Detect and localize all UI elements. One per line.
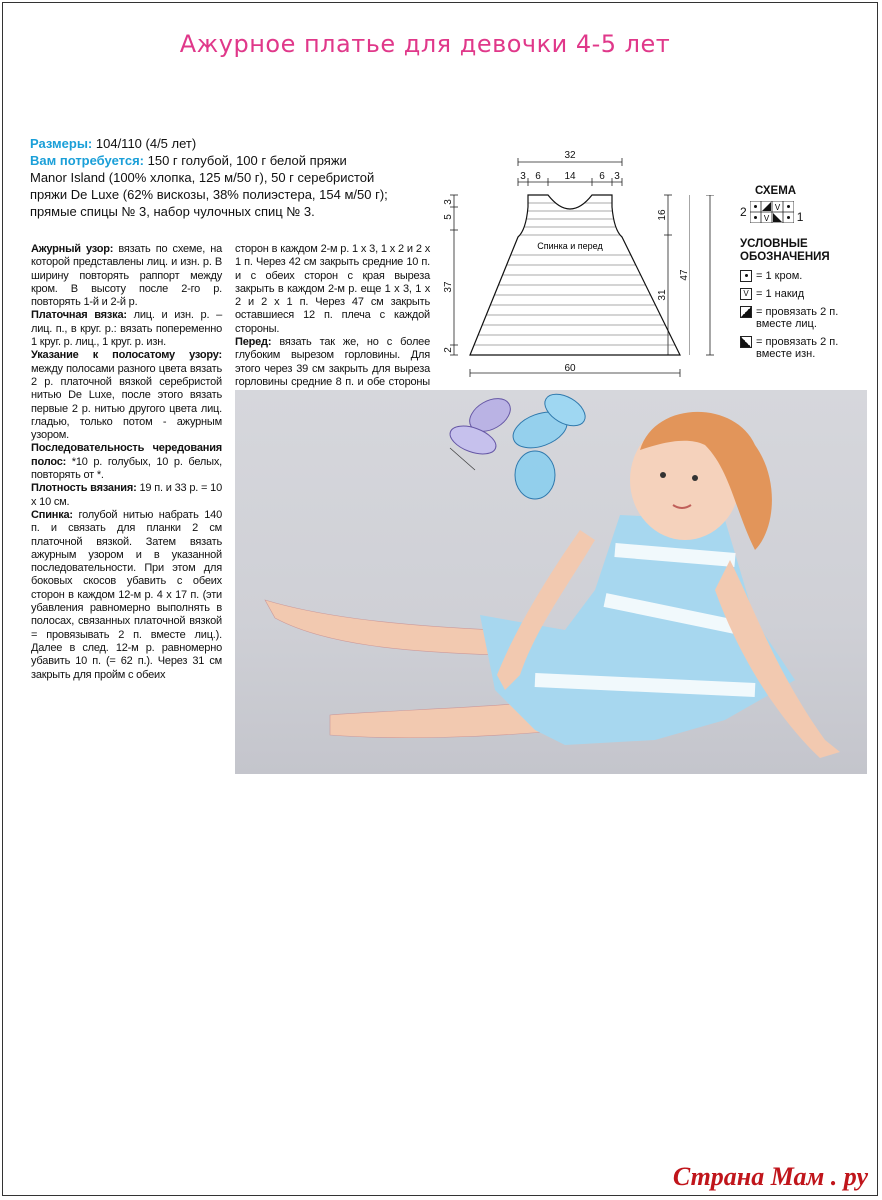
scheme-row-2: 2: [740, 205, 747, 219]
legend-text: = 1 накид: [756, 288, 805, 300]
legend-item-k2tog: [740, 306, 870, 330]
instruction-heading: Ажурный узор:: [31, 243, 114, 255]
symbols-title: УСЛОВНЫЕ ОБОЗНАЧЕНИЯ: [740, 238, 830, 263]
instruction-paragraph: [31, 509, 222, 682]
dim-right: 16: [657, 209, 668, 221]
purl-two-together-icon: [740, 336, 752, 348]
instruction-text: 19 п. и 33 р. = 10 x 10 см.: [31, 482, 222, 508]
dim-top-part: 14: [564, 171, 576, 182]
instruction-text: между полосами разного цвета вязать 2 р. платочной вязкой серебристой нитью De Luxe, после этого вязать первые 2 р. нитью другого цвета лиц. гладью, только потом - ажурным узором.: [31, 362, 222, 442]
materials-line: Manor Island (100% хлопка, 125 м/50 г), 50 г серебристой: [30, 170, 375, 185]
legend-text: = 1 кром.: [756, 270, 803, 282]
sizes-label: Размеры:: [30, 136, 93, 151]
svg-text:V: V: [774, 203, 780, 212]
legend-item-p2tog: [740, 336, 870, 360]
instruction-heading: Спинка:: [31, 508, 73, 521]
instruction-text: вязать так же, но с более глубоким вырезом горловины. Для этого через 39 см закрыть для выреза горловины средние 8 п. и обе стороны: [235, 336, 430, 388]
instruction-text: лиц. и изн. р. – лиц. п., в круг. р.: вязать попеременно 1 круг. р. лиц., 1 круг. р. изн.: [31, 309, 222, 349]
legend: [740, 185, 870, 360]
instruction-text: *10 р. голубых, 10 р. белых, повторять от *.: [31, 455, 222, 482]
scheme-row-1: 1: [796, 210, 804, 224]
piece-label: Спинка и перед: [537, 241, 603, 251]
yarn-over-icon: V: [740, 288, 752, 300]
dim-left: 2: [443, 347, 454, 353]
page-title: Ажурное платье для девочки 4-5 лет: [179, 30, 671, 58]
instruction-heading: Перед:: [235, 336, 272, 349]
dim-right: 47: [679, 269, 690, 281]
dim-right: 31: [657, 289, 668, 301]
dim-left: 3: [443, 199, 454, 205]
sizes-value: 104/110 (4/5 лет): [95, 136, 197, 151]
photo-illustration: [235, 390, 867, 774]
instruction-text: вязать по схеме, на которой представлены лиц. и изн. р. В ширину повторять раппорт между кром. В высоту после 2-го р. повторять 1-й и 2-й р.: [31, 243, 222, 309]
need-value: 150 г голубой, 100 г белой пряжи: [147, 153, 347, 168]
legend-item-yarnover: [740, 288, 870, 300]
instruction-paragraph: [31, 243, 222, 309]
materials-line: прямые спицы № 3, набор чулочных спиц № 3.: [30, 204, 315, 219]
legend-text: = провязать 2 п. вместе лиц.: [756, 306, 839, 330]
legend-item-edge: [740, 270, 870, 282]
dim-left: 5: [443, 214, 454, 220]
instruction-heading: Последовательность чередования полос:: [31, 442, 222, 468]
instruction-text: сторон в каждом 2-м р. 1 x 3, 1 x 2 и 2 x 1 п. Через 42 см закрыть средние 10 п. и с обеих сторон с края выреза закрыть в каждом 2-м р. еще 1 x 3, 1 x 2 и 2 x 1 п. Через 47 см закрыть оставшиеся 12 п. плеча с каждой стороны.: [235, 243, 430, 335]
instruction-paragraph: [31, 349, 222, 442]
edge-stitch-icon: [740, 270, 752, 282]
dim-left: 37: [443, 281, 454, 293]
instruction-heading: Плотность вязания:: [31, 482, 137, 495]
dim-top-width: 32: [564, 150, 576, 161]
site-watermark: Страна Мам . ру: [672, 1162, 868, 1191]
dim-bottom-width: 60: [564, 363, 576, 374]
dim-47-line: [700, 195, 720, 360]
instruction-paragraph: [31, 309, 222, 349]
instruction-heading: Платочная вязка:: [31, 309, 127, 322]
pattern-diagram: [440, 145, 690, 380]
scheme-chart: [750, 201, 794, 223]
instruction-text: голубой нитью набрать 140 п. и связать для планки 2 см платочной вязкой. Затем вязать ажурным узором и в указанной последовательности. При этом для боковых скосов убавить с обеих сторон в каждом 12-м р. 4 x 17 п. (эти убавления равномерно выполнять в полосах, связанных платочной вязкой = провязывать 2 п. вместе лиц.). Далее в след. 12-м р. равномерно убавить 10 п. (= 62 п.). Через 31 см закрыть для пройм с обеих: [31, 508, 222, 681]
instruction-paragraph: [31, 482, 222, 509]
scheme-title: СХЕМА: [755, 185, 797, 197]
instruction-paragraph: [235, 243, 430, 336]
instructions-column-1: [31, 243, 222, 682]
dim-top-part: 3: [520, 171, 526, 182]
instruction-paragraph: [31, 442, 222, 482]
materials-line: пряжи De Luxe (62% вискозы, 38% полиэстера, 154 м/50 г);: [30, 187, 388, 202]
dim-top-part: 3: [614, 171, 620, 182]
scheme-grid: [740, 200, 870, 224]
svg-text:V: V: [763, 214, 769, 223]
knit-two-together-icon: [740, 306, 752, 318]
materials-block: [30, 135, 430, 220]
dim-top-part: 6: [599, 171, 605, 182]
flower-icon: [446, 390, 590, 499]
need-label: Вам потребуется:: [30, 153, 144, 168]
dim-top-part: 6: [535, 171, 541, 182]
instruction-heading: Указание к полосатому узору:: [31, 349, 222, 362]
legend-text: = провязать 2 п. вместе изн.: [756, 336, 839, 360]
photo-girl-in-dress: [235, 390, 867, 774]
